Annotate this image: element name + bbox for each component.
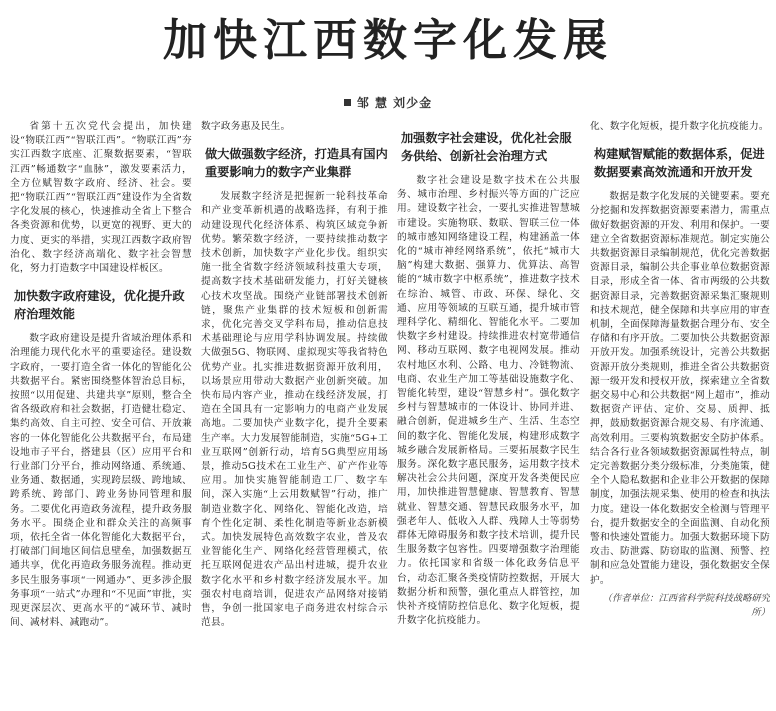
byline-square-icon xyxy=(344,99,351,106)
byline xyxy=(0,94,776,111)
paragraph: 数字政府建设是提升省域治理体系和治理能力现代化水平的重要途径。建设数字政府，一要打造全省一体化的智能化公共数据平台。紧密围绕整体智治总目标，按照“以用促建、共建共享”原则，整合全省各级政府和社会数据，打造健壮稳定、集约高效、自主可控、安全可信、开放兼容的一体化智能化公共数据平台，布局建设地市子平台，搭建县（区）应用平台和行业部门分平台，推动网络通、系统通、业务通、数据通，实现跨层级、跨地域、跨系统、跨部门、跨业务协同管理和服务。二要优化再造政务流程，提升政务服务水平。围绕企业和群众关注的高频事项，依托全省一体化智能化大数据平台，打破部门间地区间信息壁垒，加强数据互通共享，优化再造政务服务流程。推动更多民生服务事项“一网通办”、更多涉企服务事项“一站式”办理和“不见面”审批，实现更深层次、更高水平的“减环节、减时间、减材料、减跑动”。 xyxy=(10,333,192,629)
author-affiliation: （作者单位：江西省科学院科技战略研究所） xyxy=(602,592,770,618)
paragraph: 数据是数字化发展的关键要素。要充分挖掘和发挥数据资源要素潜力，需重点做好数据资源的开发、利用和保护。一要建立全省数据资源标准规范。制定实施公共数据资源目录编制规范，优化完善数据资源目录，编制公共企事业单位数据资源目录，形成全省一体、省市两级的公共数据资源目录，完善数据资源采集汇聚规则和技术规范，健全保障和共享应用的审查机制，全面保障海量数据合理分布、安全存储和有序开放。二要加快公共数据资源开放开发。加强系统设计，完善公共数据资源开放分类规则，推进全省公共数据资源一级开发和授权开放，探索建立全省数据交易中心和公共数据“网上超市”，推动数据资产评估、定价、交易、质押、抵押，鼓励数据资源合规交易、有序流通、高效利用。三要构筑数据安全防护体系。结合各行业各领域数据资源属性特点，制定完善数据分类分级标准，分类施策，健全个人隐私数据和企业非公开数据的保障制度，加强法规采集、使用的检查和执法力度。建设一体化数据安全检测与管理平台，提升数据安全的全面监测、自动化预警和快速处置能力。加强大数据环境下防攻击、防泄露、防窃取的监测、预警、控制和应急处置能力建设，强化数据安全保护。 xyxy=(590,191,770,586)
column-2 xyxy=(201,120,388,710)
paragraph: 省第十五次党代会提出，加快建设“物联江西”“智联江西”。“物联江西”夯实江西数字底座、汇聚数据要素，“智联江西”畅通数字“血脉”，激发要素活力，全方位赋智数字政府、经济、社会。要把“物联江西”“智联江西”建设作为全省数字化发展的核心，快速推动全省上下整合各类资源和优势，以更宽的视野、更大的力度、更实的举措，实现江西数字政府智治化、数字经济高端化、数字社会智慧化，努力打造数字中国建设样板区。 xyxy=(10,121,192,275)
paragraph-continued: 化、数字化短板，提升数字化抗疫能力。 xyxy=(590,121,769,132)
column-4 xyxy=(590,120,770,710)
paragraph: 数字社会建设是数字技术在公共服务、城市治理、乡村振兴等方面的广泛应用。建设数字社会，一要扎实推进智慧城市建设。实施物联、数联、智联三位一体的城市感知网络建设工程，构建涵盖一体化的“城市神经网络系统”，依托“城市大脑”构建大数据、强算力、优算法、高智能的“城市数字中枢系统”，推进数字技术在综治、城管、市政、环保、绿化、交通、应用等领域的互联互通，提升城市管理科学化、精细化、智能化水平。二要加快数字乡村建设。持续推进农村宽带通信网、移动互联网、数字电视网发展。推动农村地区水利、公路、电力、冷链物流、电商、农业生产加工等基础设施数字化、智能化转型，建设“智慧乡村”。强化数字乡村与智慧城市的一体设计、协同并进、融合创新，促进城乡生产、生活、生态空间的数字化、智能化发展，构建形成数字城乡融合发展新格局。三要拓展数字民生服务。深化数字惠民服务，运用数字技术解决社会公共问题，深度开发各类便民应用，加快推进智慧健康、智慧教育、智慧就业、智慧交通、智慧民政服务水平，加强老年人、低收入人群、残障人士等弱势群体无障碍服务和数字技术培训，提升民生服务数字包容性。四要增强数字治理能力。依托国家和省级一体化政务信息平台，动态汇聚各类疫情防控数据，开展大数据分析和预警，强化重点人群管控，加快补齐疫情防控信息化、数字化短板，提升数字化抗疫能力。 xyxy=(397,175,580,627)
section-heading: 加快数字政府建设，优化提升政府治理效能 xyxy=(14,289,185,322)
paragraph: 发展数字经济是把握新一轮科技革命和产业变革新机遇的战略选择，有利于推动建设现代化经济体系、构筑区域竞争新优势。繁荣数字经济，一要持续推动数字技术创新，加快数字产业化步伐。组织实施一批全省数字经济领域科技重大专项，提高数字技术基础研发能力，打好关键核心技术攻坚战。围绕产业链部署技术创新链，聚焦产业集群的技术短板和创新需求，优化完善交叉学科布局，推动信息技术基础理论与应用学科协调发展。持续做大做强5G、物联网、虚拟现实等我省特色优势产业。扎实推进数据资源开放利用，以场景应用带动大数据产业创新突破。加快布局内容产业，推动在线经济发展，打造在全国具有一定影响力的电商产业发展高地。二要加快产业数字化，提升全要素生产率。大力发展智能制造，实施“5G+工业互联网”创新行动，培育5G典型应用场景，推动5G技术在工业生产、矿产作业等应用。加快实施智能制造工厂、数字车间，深入实施“上云用数赋智”行动，推广制造业数字化、网络化、智能化改造，培育个性化定制、柔性化制造等新业态新模式。加快发展特色高效数字农业，普及农业智能化生产、网络化经营管理模式，依托互联网促进农产品出村进城，提升农业数字化水平和乡村数字经济发展水平。加强农村电商培训，促进农产品网络对接销售，争创一批国家电子商务进农村综合示范县。 xyxy=(201,191,388,629)
column-3 xyxy=(397,120,580,710)
paragraph: 数字政务惠及民生。 xyxy=(201,121,291,132)
author-names: 邹 慧 刘少金 xyxy=(356,96,433,110)
section-heading: 做大做强数字经济，打造具有国内重要影响力的数字产业集群 xyxy=(205,147,388,180)
column-1 xyxy=(10,120,192,710)
headline: 加快江西数字化发展 xyxy=(163,15,613,66)
section-heading: 加强数字社会建设，优化社会服务供给、创新社会治理方式 xyxy=(401,131,572,163)
section-heading: 构建赋智赋能的数据体系，促进数据要素高效流通和开放开发 xyxy=(594,147,765,180)
